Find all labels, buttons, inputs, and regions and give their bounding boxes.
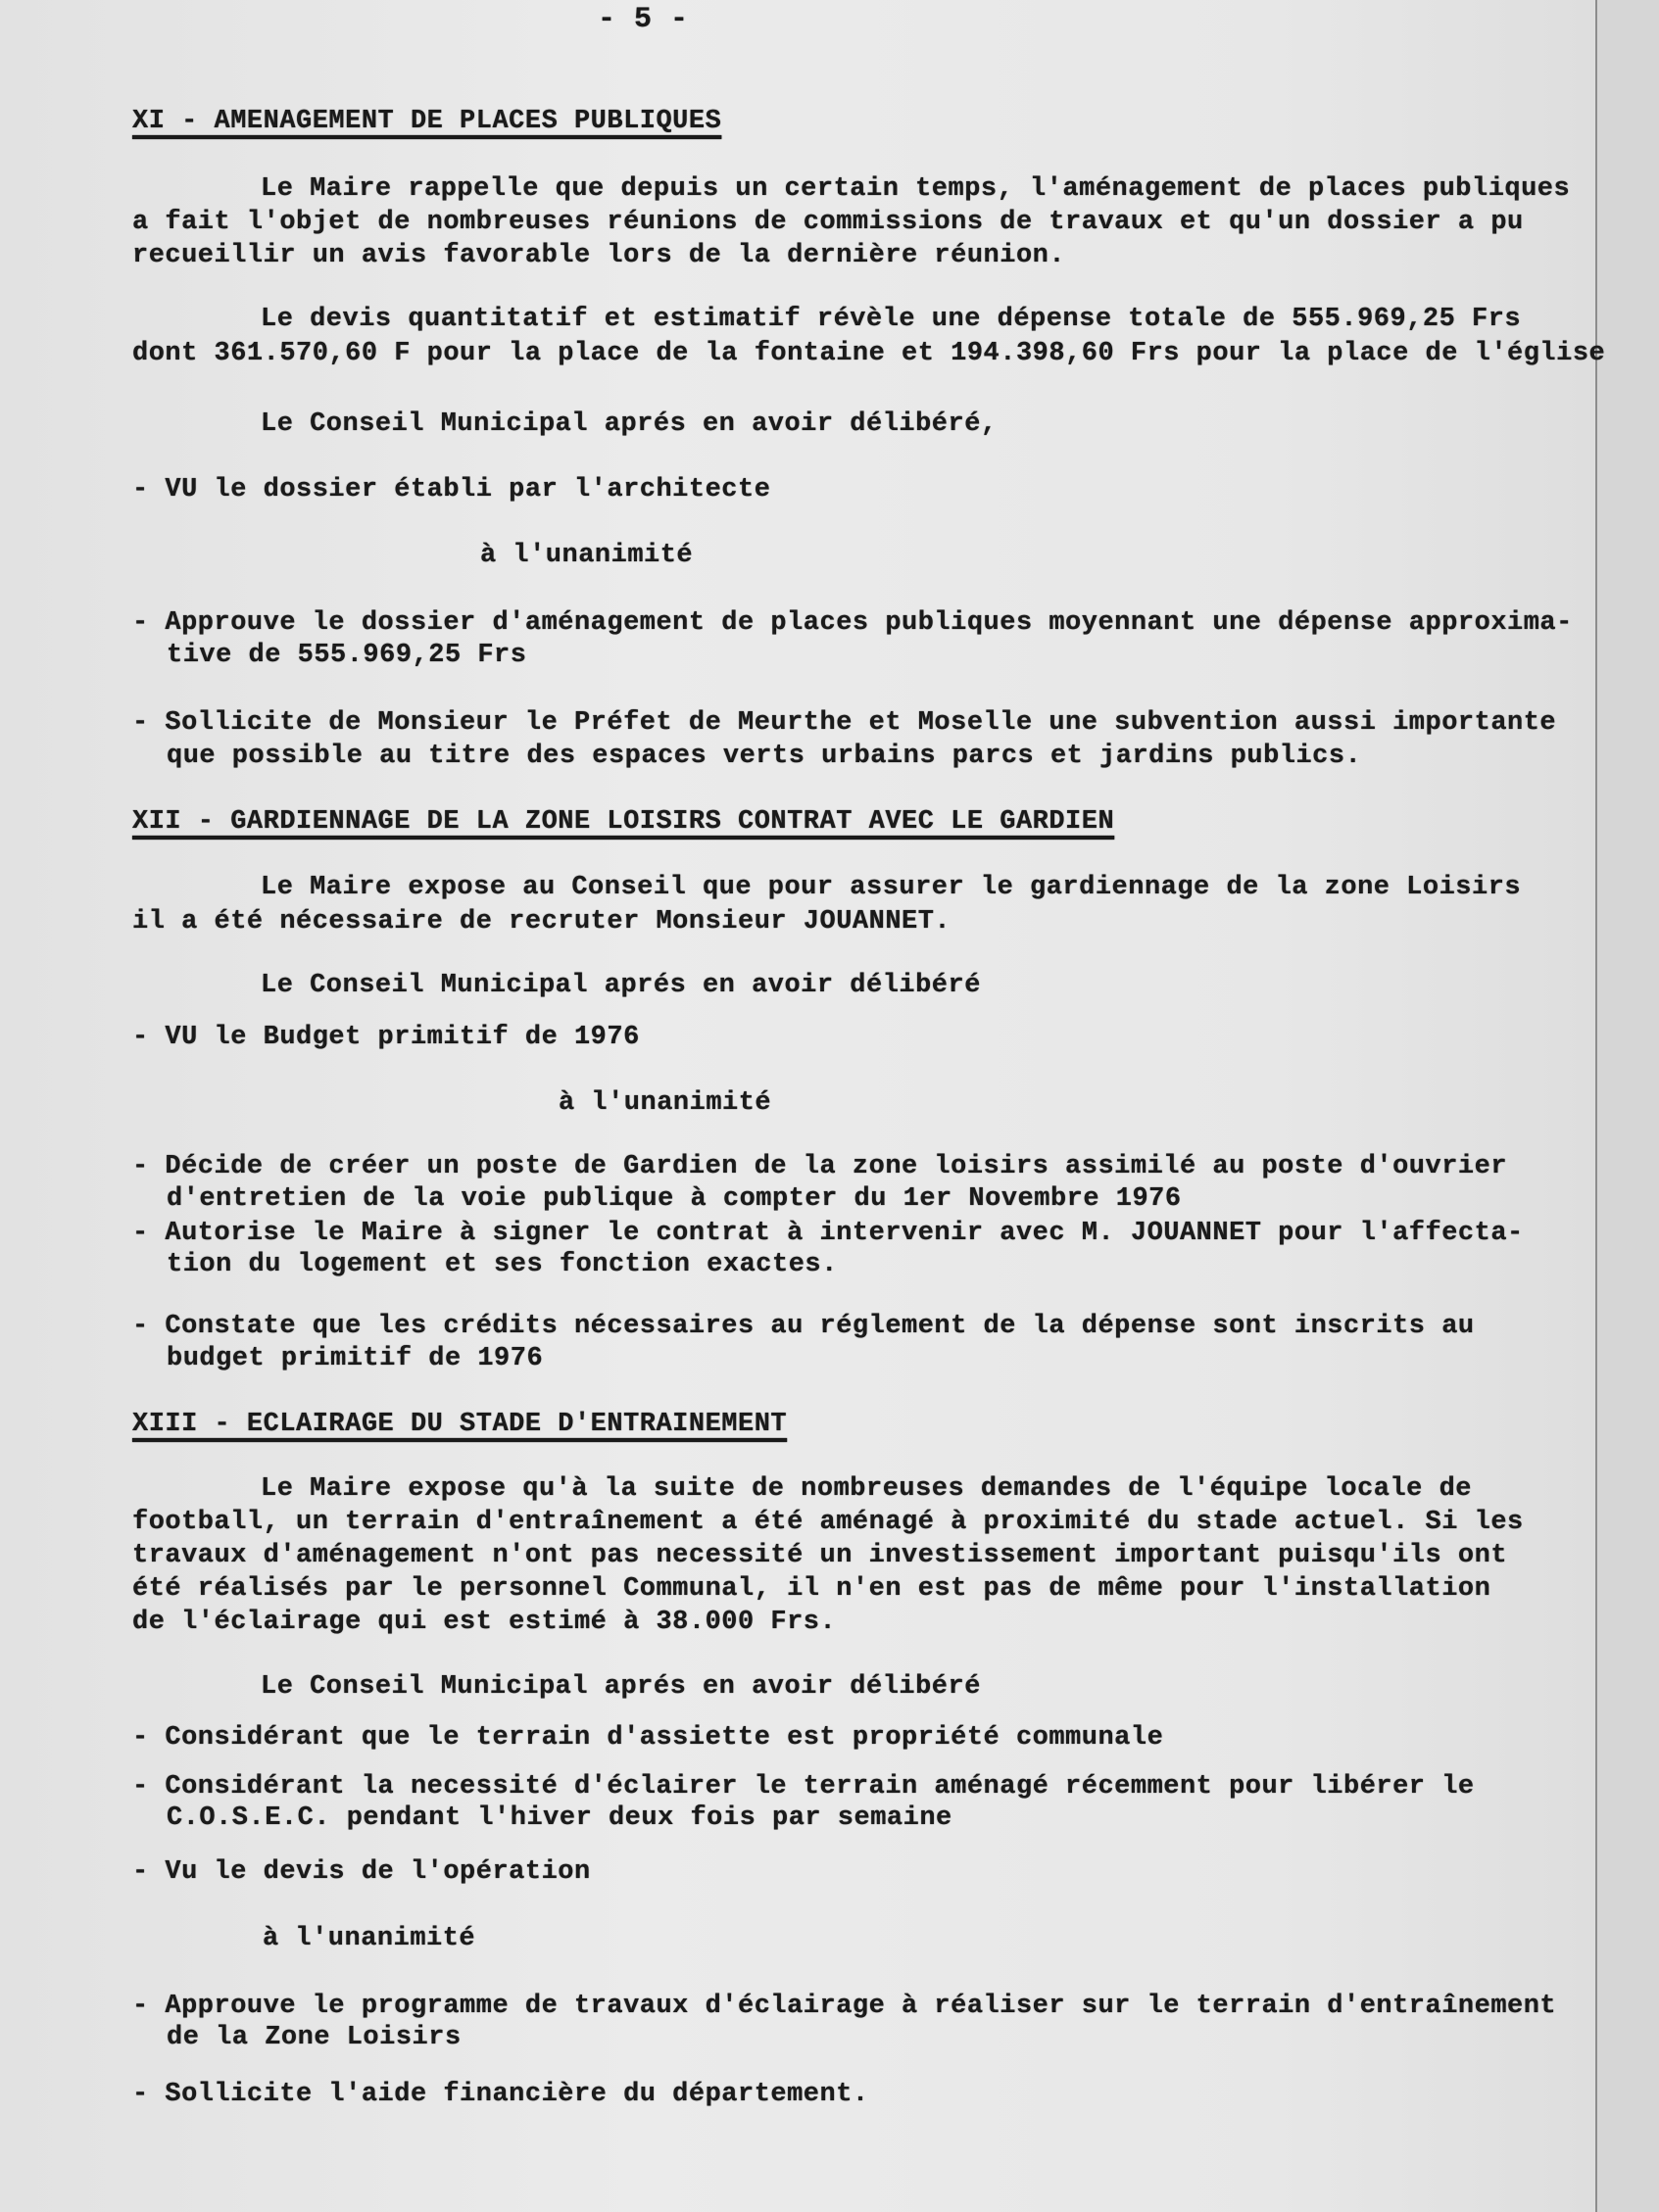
section-xi-decision-cont: que possible au titre des espaces verts urbains parcs et jardins publics. [167, 742, 1362, 771]
section-xi-decision: - Sollicite de Monsieur le Préfet de Meurthe et Moselle une subvention aussi importante [132, 708, 1557, 738]
section-xiii-intro-line: Le Maire expose qu'à la suite de nombreuses demandes de l'équipe locale de [261, 1474, 1472, 1504]
section-xiii-considerant: - Considérant que le terrain d'assiette est propriété communale [132, 1723, 1164, 1753]
section-xi-heading: XI - AMENAGEMENT DE PLACES PUBLIQUES [132, 107, 722, 136]
section-xiii-decision-cont: de la Zone Loisirs [167, 2023, 462, 2052]
section-xi-deliberation: Le Conseil Municipal aprés en avoir délibéré, [261, 409, 998, 439]
section-xii-decision-cont: tion du logement et ses fonction exactes. [167, 1250, 838, 1279]
section-xii-decision-cont: budget primitif de 1976 [167, 1344, 544, 1373]
section-xi-considerant: - VU le dossier établi par l'architecte [132, 475, 771, 505]
section-xii-deliberation: Le Conseil Municipal aprés en avoir délibéré [261, 971, 981, 1000]
section-xiii-decision: - Sollicite l'aide financière du département. [132, 2080, 869, 2109]
section-xiii-decision: - Approuve le programme de travaux d'éclairage à réaliser sur le terrain d'entraînement [132, 1992, 1557, 2021]
section-xiii-intro-line: football, un terrain d'entraînement a été aménagé à proximité du stade actuel. Si les [132, 1508, 1524, 1537]
section-xii-intro-line: Le Maire expose au Conseil que pour assurer le gardiennage de la zone Loisirs [261, 873, 1522, 902]
section-xii-considerant: - VU le Budget primitif de 1976 [132, 1023, 640, 1052]
section-xi-intro-line: a fait l'objet de nombreuses réunions de commissions de travaux et qu'un dossier a pu [132, 208, 1524, 237]
section-xiii-heading: XIII - ECLAIRAGE DU STADE D'ENTRAINEMENT [132, 1410, 788, 1439]
section-xi-decision-cont: tive de 555.969,25 Frs [167, 641, 527, 670]
section-xi-decision: - Approuve le dossier d'aménagement de places publiques moyennant une dépense approxima- [132, 608, 1573, 638]
section-xiii-considerant: - Considérant la necessité d'éclairer le terrain aménagé récemment pour libérer le [132, 1772, 1475, 1802]
page-edge [1597, 0, 1659, 2212]
section-xiii-deliberation: Le Conseil Municipal aprés en avoir délibéré [261, 1672, 981, 1702]
section-xiii-intro-line: de l'éclairage qui est estimé à 38.000 Frs. [132, 1608, 837, 1637]
section-xii-decision: - Constate que les crédits nécessaires au réglement de la dépense sont inscrits au [132, 1312, 1475, 1341]
section-xii-vote: à l'unanimité [559, 1088, 772, 1118]
section-xii-decision: - Autorise le Maire à signer le contrat à intervenir avec M. JOUANNET pour l'affecta- [132, 1219, 1524, 1248]
section-xi-vote: à l'unanimité [480, 541, 694, 570]
section-xii-decision: - Décide de créer un poste de Gardien de la zone loisirs assimilé au poste d'ouvrier [132, 1152, 1508, 1181]
section-xiii-vote: à l'unanimité [263, 1924, 476, 1953]
section-xii-heading: XII - GARDIENNAGE DE LA ZONE LOISIRS CONTRAT AVEC LE GARDIEN [132, 807, 1115, 837]
section-xiii-intro-line: travaux d'aménagement n'ont pas necessité un investissement important puisqu'ils ont [132, 1541, 1508, 1570]
section-xiii-considerant: - Vu le devis de l'opération [132, 1857, 591, 1887]
page-number: - 5 - [598, 3, 689, 36]
section-xi-devis-line: dont 361.570,60 F pour la place de la fontaine et 194.398,60 Frs pour la place de l'église [132, 339, 1606, 368]
section-xiii-intro-line: été réalisés par le personnel Communal, il n'en est pas de même pour l'installation [132, 1574, 1491, 1604]
section-xi-devis-line: Le devis quantitatif et estimatif révèle une dépense totale de 555.969,25 Frs [261, 305, 1522, 334]
section-xii-decision-cont: d'entretien de la voie publique à compter du 1er Novembre 1976 [167, 1184, 1182, 1214]
section-xiii-considerant-cont: C.O.S.E.C. pendant l'hiver deux fois par semaine [167, 1803, 952, 1833]
section-xii-intro-line: il a été nécessaire de recruter Monsieur JOUANNET. [132, 907, 951, 937]
section-xi-intro-line: recueillir un avis favorable lors de la dernière réunion. [132, 241, 1066, 270]
section-xi-intro-line: Le Maire rappelle que depuis un certain temps, l'aménagement de places publiques [261, 174, 1571, 204]
